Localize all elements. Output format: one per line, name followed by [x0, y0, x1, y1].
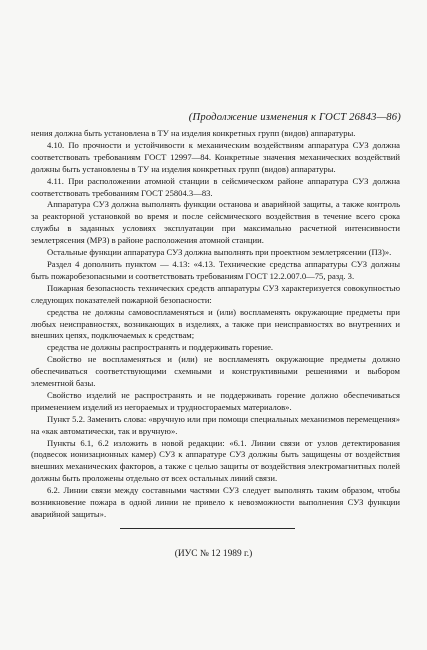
paragraph: нения должна быть установлена в ТУ на изделия конкретных групп (видов) аппаратуры. — [31, 128, 356, 138]
paragraph: 4.10. По прочности и устойчивости к механическим воздействиям аппаратура СУЗ должна соответствовать требованиям ГОСТ 12997—84. Конкретные значения механических воздействий должны быть установлены в ТУ на изделия конкретных групп (видов) аппаратуры. — [31, 139, 400, 174]
paragraph: 4.11. При расположении атомной станции в сейсмическом районе аппаратура СУЗ должна соответствовать требованиям ГОСТ 25804.3—83. — [31, 175, 400, 198]
paragraph: 6.2. Линии связи между составными частями СУЗ следует выполнять таким образом, чтобы возникновение пожара в одной линии не привело к невозможности выполнения СУЗ функции аварийной защиты». — [31, 485, 400, 519]
paragraph: средства не должны распространять и поддерживать горение. — [47, 342, 274, 353]
separator-line — [120, 528, 295, 529]
paragraph: Аппаратура СУЗ должна выполнять функции останова и аварийной защиты, а также контроль за реакторной установкой во время и после сейсмического воздействия в течение всего срока службы в заданных условиях эксплуатации при максимально расчетной интенсивности землетрясения (МРЗ) в районе расположения атомной станции. — [31, 199, 400, 246]
paragraph: Пункты 6.1, 6.2 изложить в новой редакции: «6.1. Линии связи от узлов детектирования (подвесок ионизационных камер) СУЗ к аппаратуре СУЗ должны быть защищены от воздействия внешних механических факторов, а также с целью защиты от воздействия электромагнитных полей должны быть проложены отдельно от всех остальных линий связи. — [31, 437, 400, 484]
paragraph: Свойство не воспламеняться и (или) не воспламенять окружающие предметы должно обеспечиваться соответствующими схемными и конструктивными решениями и выбором элементной базы. — [31, 354, 400, 389]
document-body — [31, 128, 400, 521]
paragraph: Остальные функции аппаратура СУЗ должна выполнять при проектном землетрясении (ПЗ)». — [47, 247, 392, 258]
paragraph: средства не должны самовоспламеняться и (или) воспламенять окружающие предметы при любых неисправностях, возникающих в изделиях, а также при неисправностях во внутренних и внешних цепях, подключаемых к средствам; — [31, 306, 400, 341]
paragraph: Свойство изделий не распространять и не поддерживать горение должно обеспечиваться применением изделий из негораемых и трудносгораемых материалов». — [31, 389, 400, 412]
source-note: (ИУС № 12 1989 г.) — [174, 549, 253, 559]
paragraph: Пожарная безопасность технических средств аппаратуры СУЗ характеризуется совокупностью следующих показателей пожарной безопасности: — [31, 282, 400, 305]
paragraph: Раздел 4 дополнить пунктом — 4.13: «4.13. Технические средства аппаратуры СУЗ должны быть пожаробезопасными и соответствовать требованиям ГОСТ 12.2.007.0—75, разд. 3. — [31, 258, 400, 281]
paragraph: Пункт 5.2. Заменить слова: «вручную или при помощи специальных механизмов перемещения» на «как автоматически, так и вручную». — [31, 413, 400, 436]
page-header: (Продолжение изменения к ГОСТ 26843—86) — [188, 112, 401, 123]
